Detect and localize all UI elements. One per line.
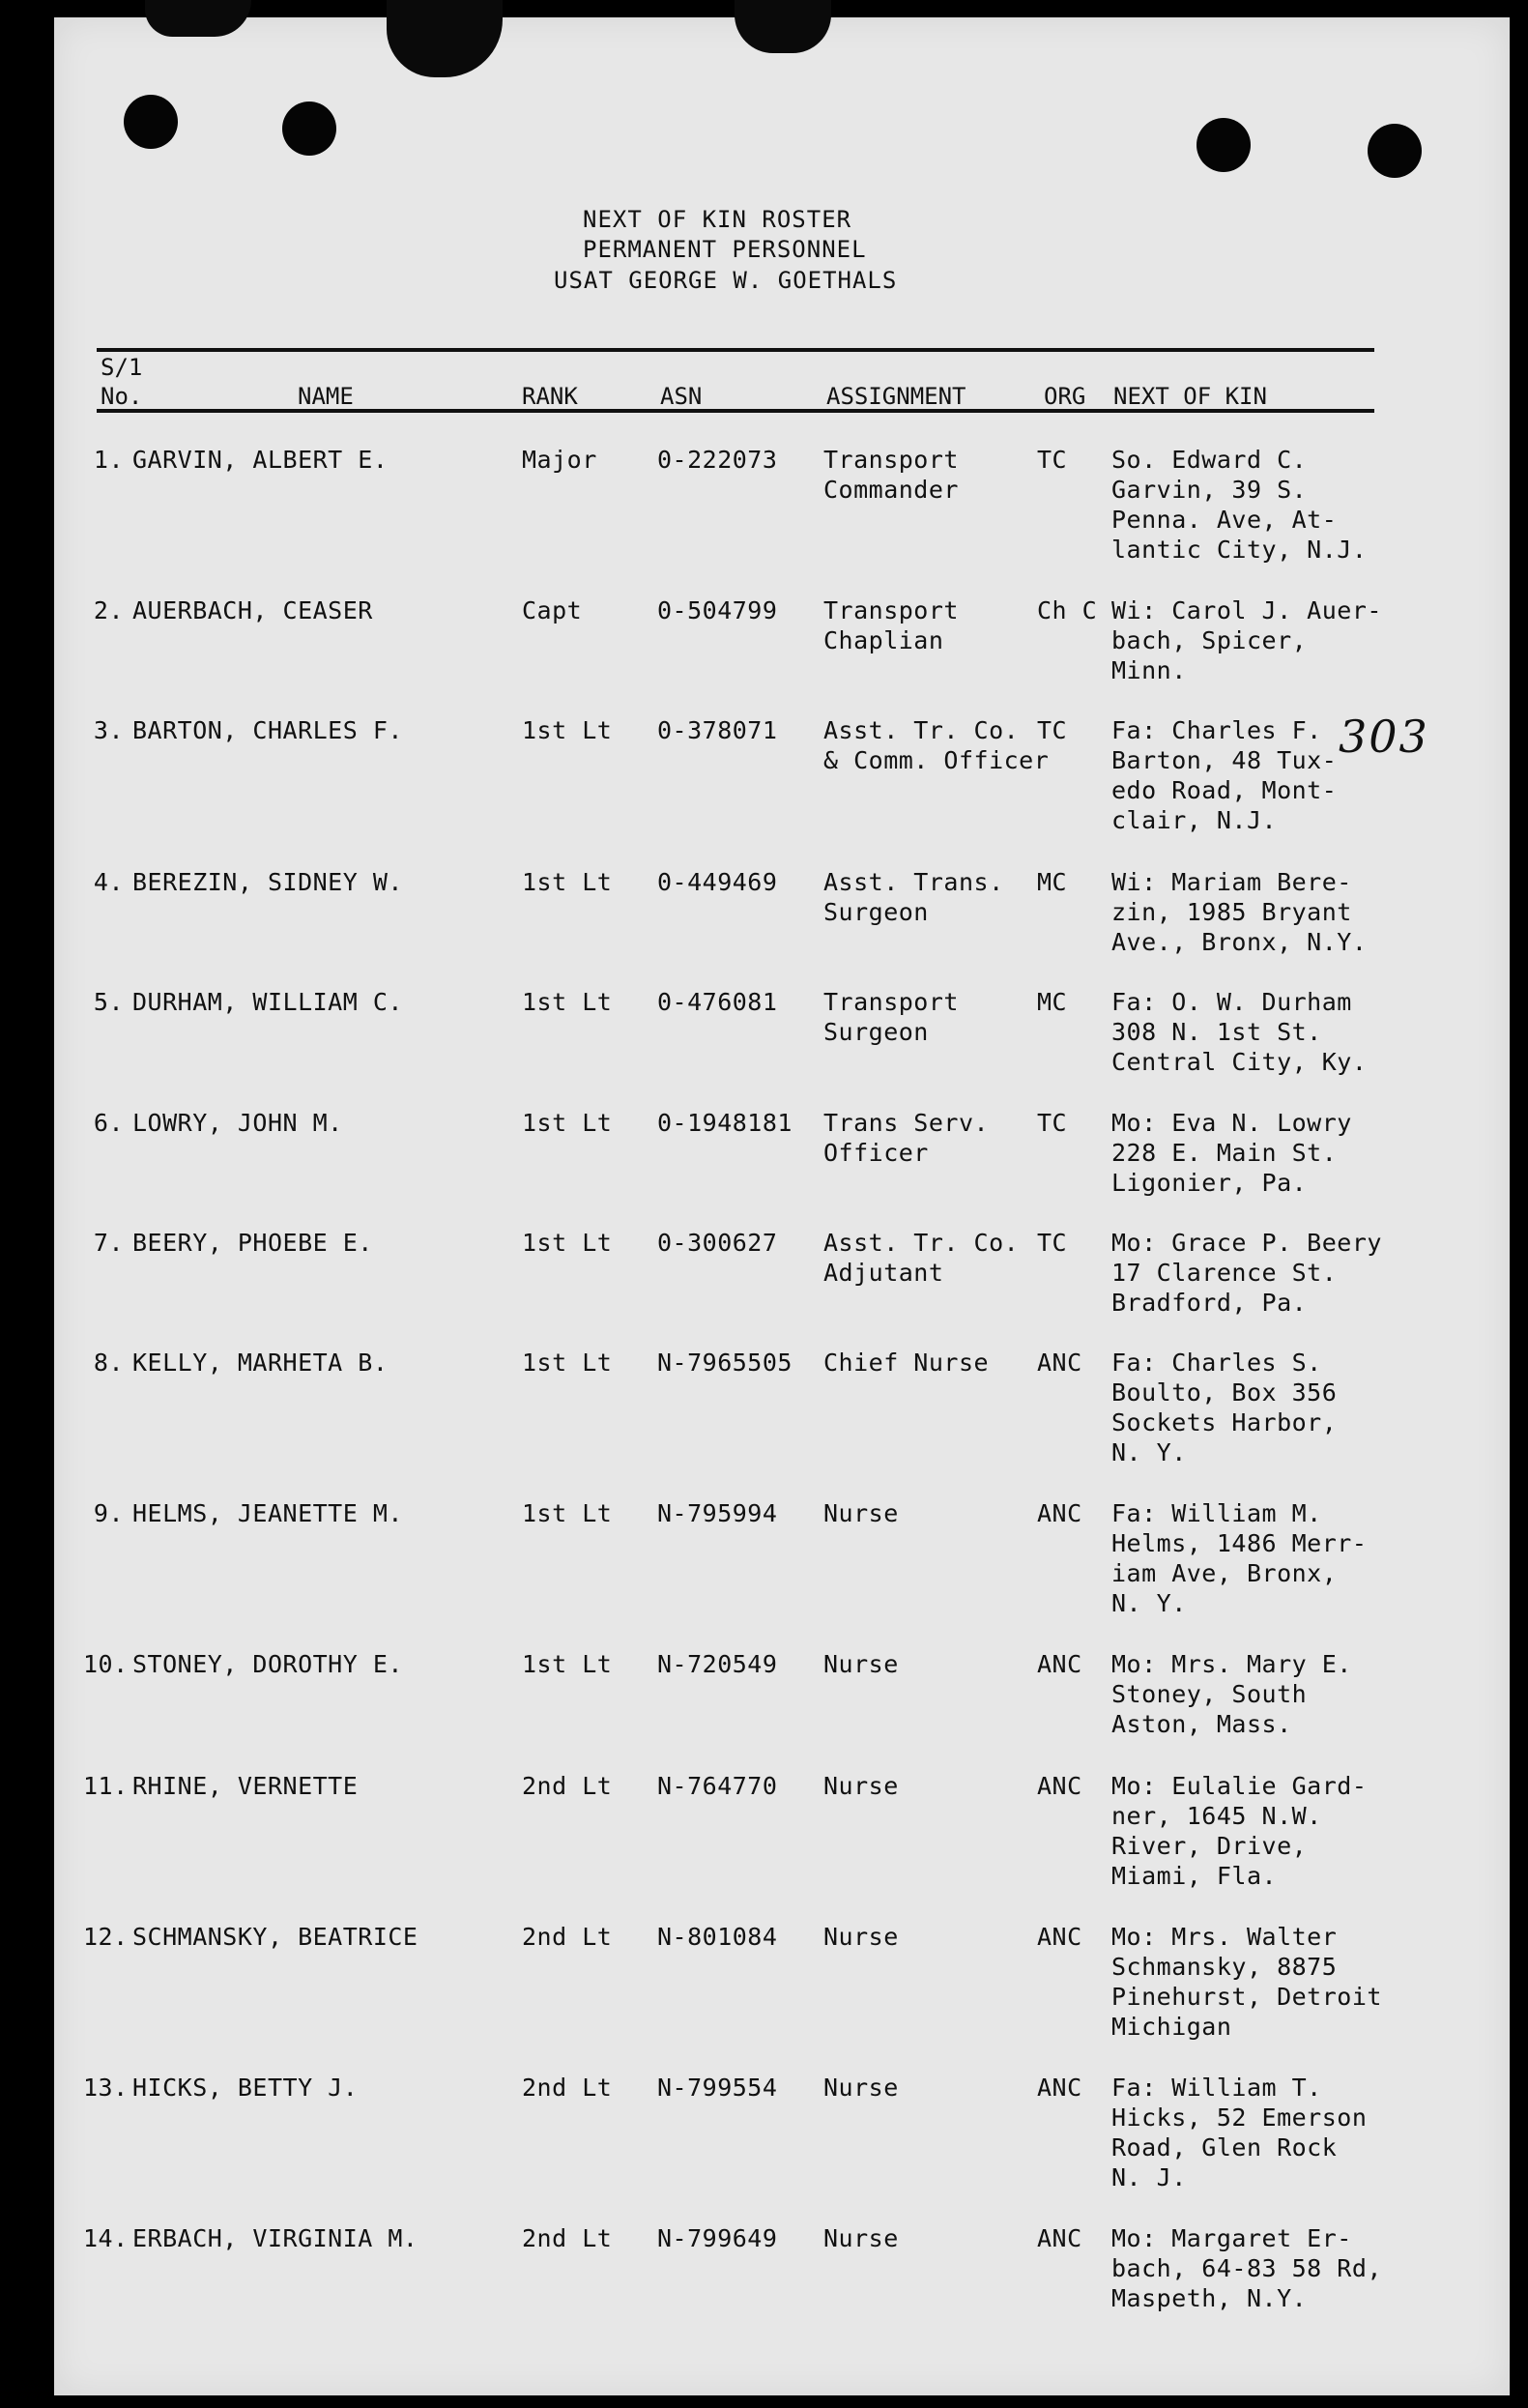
row-assignment: Transport Surgeon [823, 988, 959, 1046]
row-number: 12. [83, 1923, 129, 1951]
row-name: BARTON, CHARLES F. [132, 716, 403, 744]
row-number: 6. [93, 1109, 124, 1137]
column-header-next-of-kin: NEXT OF KIN [1113, 383, 1267, 410]
row-org: ANC [1037, 1923, 1082, 1951]
row-next-of-kin: Fa: William T. Hicks, 52 Emerson Road, Glen Rock N. J. [1111, 2074, 1368, 2191]
row-asn: 0-449469 [657, 868, 778, 896]
row-assignment: Nurse [823, 2224, 899, 2252]
row-org: MC [1037, 868, 1068, 896]
row-asn: N-7965505 [657, 1349, 793, 1377]
column-header-asn: ASN [660, 383, 703, 410]
column-header-no: No. [101, 383, 143, 410]
row-asn: N-720549 [657, 1650, 778, 1678]
column-header-rank: RANK [522, 383, 578, 410]
row-next-of-kin: Wi: Carol J. Auer- bach, Spicer, Minn. [1111, 596, 1382, 684]
row-rank: Capt [522, 596, 583, 624]
row-next-of-kin: Mo: Mrs. Walter Schmansky, 8875 Pinehurst, Detroit Michigan [1111, 1923, 1382, 2041]
row-next-of-kin: Mo: Mrs. Mary E. Stoney, South Aston, Mass. [1111, 1650, 1352, 1738]
row-assignment: Asst. Tr. Co. Adjutant [823, 1229, 1020, 1287]
row-asn: N-799649 [657, 2224, 778, 2252]
row-assignment: Nurse [823, 1923, 899, 1951]
roster-subtitle: PERMANENT PERSONNEL [583, 236, 867, 263]
row-rank: 1st Lt [522, 1349, 613, 1377]
row-name: BEERY, PHOEBE E. [132, 1229, 373, 1257]
row-org: ANC [1037, 1349, 1082, 1377]
row-number: 13. [83, 2074, 129, 2102]
row-next-of-kin: Fa: Charles S. Boulto, Box 356 Sockets Harbor, N. Y. [1111, 1349, 1338, 1466]
row-next-of-kin: Mo: Eulalie Gard- ner, 1645 N.W. River, Drive, Miami, Fla. [1111, 1772, 1368, 1890]
row-assignment: Transport Commander [823, 446, 959, 504]
row-number: 11. [83, 1772, 129, 1800]
row-assignment: Transport Chaplian [823, 596, 959, 654]
row-number: 5. [93, 988, 124, 1016]
row-name: LOWRY, JOHN M. [132, 1109, 343, 1137]
row-name: SCHMANSKY, BEATRICE [132, 1923, 418, 1951]
punch-hole-left [124, 95, 178, 149]
row-org: ANC [1037, 1499, 1082, 1527]
row-org: ANC [1037, 2224, 1082, 2252]
row-rank: 1st Lt [522, 716, 613, 744]
row-assignment: Nurse [823, 1650, 899, 1678]
row-rank: 2nd Lt [522, 1772, 613, 1800]
row-org: TC [1037, 716, 1068, 744]
punch-hole-right [1196, 118, 1251, 172]
punch-hole-right-2 [1368, 124, 1422, 178]
row-number: 8. [93, 1349, 124, 1377]
row-rank: 1st Lt [522, 868, 613, 896]
row-name: HELMS, JEANETTE M. [132, 1499, 403, 1527]
row-assignment: Chief Nurse [823, 1349, 990, 1377]
row-rank: 2nd Lt [522, 1923, 613, 1951]
row-rank: 1st Lt [522, 1499, 613, 1527]
row-asn: 0-300627 [657, 1229, 778, 1257]
row-org: ANC [1037, 2074, 1082, 2102]
row-asn: 0-476081 [657, 988, 778, 1016]
row-assignment: Asst. Trans. Surgeon [823, 868, 1004, 926]
row-number: 7. [93, 1229, 124, 1257]
row-assignment: Trans Serv. Officer [823, 1109, 990, 1167]
row-rank: 1st Lt [522, 988, 613, 1016]
column-header-org: ORG [1044, 383, 1086, 410]
row-asn: N-799554 [657, 2074, 778, 2102]
row-asn: 0-504799 [657, 596, 778, 624]
ship-name: USAT GEORGE W. GOETHALS [554, 267, 898, 294]
row-assignment: Asst. Tr. Co. & Comm. Officer [823, 716, 1050, 774]
header-rule-top [97, 348, 1374, 352]
row-number: 14. [83, 2224, 129, 2252]
row-next-of-kin: So. Edward C. Garvin, 39 S. Penna. Ave, At- lantic City, N.J. [1111, 446, 1368, 564]
row-name: STONEY, DOROTHY E. [132, 1650, 403, 1678]
row-asn: N-795994 [657, 1499, 778, 1527]
page-number-stamp: 303 [1339, 711, 1429, 763]
row-assignment: Nurse [823, 1772, 899, 1800]
row-rank: 1st Lt [522, 1229, 613, 1257]
row-number: 4. [93, 868, 124, 896]
row-org: MC [1037, 988, 1068, 1016]
row-name: KELLY, MARHETA B. [132, 1349, 389, 1377]
row-org: ANC [1037, 1650, 1082, 1678]
row-number: 9. [93, 1499, 124, 1527]
row-asn: 0-222073 [657, 446, 778, 474]
row-name: RHINE, VERNETTE [132, 1772, 359, 1800]
row-next-of-kin: Mo: Grace P. Beery 17 Clarence St. Bradford, Pa. [1111, 1229, 1382, 1317]
row-assignment: Nurse [823, 1499, 899, 1527]
column-header-sn: S/1 [101, 354, 143, 381]
column-header-name: NAME [298, 383, 354, 410]
row-number: 10. [83, 1650, 129, 1678]
row-name: AUERBACH, CEASER [132, 596, 373, 624]
row-name: BEREZIN, SIDNEY W. [132, 868, 403, 896]
row-name: DURHAM, WILLIAM C. [132, 988, 403, 1016]
row-next-of-kin: Fa: William M. Helms, 1486 Merr- iam Ave, Bronx, N. Y. [1111, 1499, 1368, 1617]
row-asn: N-801084 [657, 1923, 778, 1951]
row-rank: 2nd Lt [522, 2074, 613, 2102]
row-next-of-kin: Mo: Margaret Er- bach, 64-83 58 Rd, Maspeth, N.Y. [1111, 2224, 1382, 2312]
row-assignment: Nurse [823, 2074, 899, 2102]
row-org: TC [1037, 1109, 1068, 1137]
row-rank: 1st Lt [522, 1650, 613, 1678]
row-name: GARVIN, ALBERT E. [132, 446, 389, 474]
row-rank: Major [522, 446, 597, 474]
row-org: TC [1037, 1229, 1068, 1257]
row-org: ANC [1037, 1772, 1082, 1800]
row-asn: N-764770 [657, 1772, 778, 1800]
row-name: HICKS, BETTY J. [132, 2074, 359, 2102]
row-name: ERBACH, VIRGINIA M. [132, 2224, 418, 2252]
row-rank: 1st Lt [522, 1109, 613, 1137]
row-org: TC [1037, 446, 1068, 474]
row-number: 1. [93, 446, 124, 474]
row-rank: 2nd Lt [522, 2224, 613, 2252]
row-next-of-kin: Fa: Charles F. Barton, 48 Tux- edo Road, Mont- clair, N.J. [1111, 716, 1338, 834]
row-next-of-kin: Wi: Mariam Bere- zin, 1985 Bryant Ave., Bronx, N.Y. [1111, 868, 1368, 956]
row-next-of-kin: Fa: O. W. Durham 308 N. 1st St. Central City, Ky. [1111, 988, 1368, 1076]
row-asn: 0-1948181 [657, 1109, 793, 1137]
roster-title: NEXT OF KIN ROSTER [583, 206, 852, 233]
punch-hole-left-2 [282, 102, 336, 156]
row-next-of-kin: Mo: Eva N. Lowry 228 E. Main St. Ligonier, Pa. [1111, 1109, 1352, 1197]
row-number: 2. [93, 596, 124, 624]
column-header-assignment: ASSIGNMENT [826, 383, 966, 410]
row-number: 3. [93, 716, 124, 744]
row-org: Ch C [1037, 596, 1098, 624]
row-asn: 0-378071 [657, 716, 778, 744]
